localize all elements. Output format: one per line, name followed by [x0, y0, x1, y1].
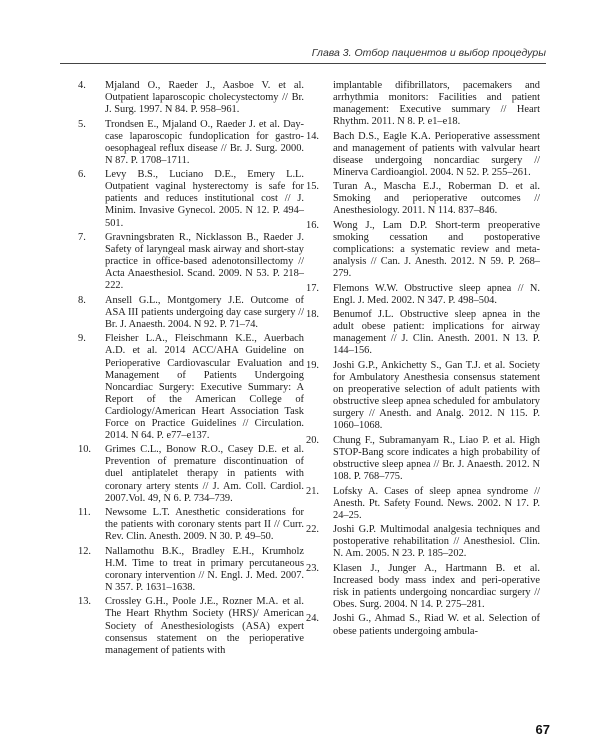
reference-text: Lofsky A. Cases of sleep apnea syndrome // Anesth. Pt. Safety Found. News. 2002. N 17. P. 24–25. — [333, 485, 540, 521]
reference-number: 7. — [78, 232, 86, 244]
reference-entry — [78, 232, 304, 292]
reference-entry — [306, 80, 540, 128]
reference-text: Joshi G.P., Ankichetty S., Gan T.J. et al. Society for Ambulatory Anesthesia consensus statement on preoperative selection of adult patients with obstructive sleep apnea scheduled for ambulatory surgery // Anesth. and Analg. 2012. N 115. P. 1060–1068. — [333, 360, 540, 432]
reference-text: Newsome L.T. Anesthetic considerations for the patients with coronary stents part II // Curr. Rev. Clin. Anesth. 2009. N 30. P. 49–50. — [105, 507, 304, 543]
reference-number: 20. — [306, 434, 319, 446]
reference-entry — [78, 546, 304, 594]
reference-text: Crossley G.H., Poole J.E., Rozner M.A. et al. The Heart Rhythm Society (HRS)/ American Society of Anesthesiologists (ASA) expert consensus statement on the perioperative management of patients with — [105, 596, 304, 656]
reference-text: Grimes C.L., Bonow R.O., Casey D.E. et al. Prevention of premature discontinuation of duel antiplatelet therapy in patients with coronary artery stents // J. Am. Coll. Cardiol. 2007.Vol. 49, N 6. P. 734–739. — [105, 444, 304, 504]
references-left-column — [78, 80, 304, 659]
reference-entry — [306, 524, 540, 560]
reference-entry — [306, 613, 540, 637]
reference-number: 14. — [306, 130, 319, 142]
reference-entry — [306, 360, 540, 432]
reference-number: 16. — [306, 220, 319, 232]
reference-entry — [306, 563, 540, 611]
reference-entry — [78, 596, 304, 656]
reference-entry — [306, 131, 540, 179]
reference-number: 17. — [306, 282, 319, 294]
reference-number: 12. — [78, 545, 91, 557]
reference-number: 10. — [78, 444, 91, 456]
reference-number: 13. — [78, 596, 91, 608]
reference-number: 15. — [306, 181, 319, 193]
reference-entry — [306, 220, 540, 280]
reference-number: 22. — [306, 524, 319, 536]
reference-number: 23. — [306, 562, 319, 574]
reference-entry — [306, 309, 540, 357]
reference-entry — [78, 333, 304, 441]
reference-text: Ansell G.L., Montgomery J.E. Outcome of ASA III patients undergoing day case surgery // Br. J. Anaesth. 2004. N 92. P. 71–74. — [105, 294, 304, 330]
reference-entry — [306, 181, 540, 217]
reference-text: Benumof J.L. Obstructive sleep apnea in the adult obese patient: implications for airway management // J. Clin. Anesth. 2001. N 13. P. 144–156. — [333, 309, 540, 357]
reference-number: 18. — [306, 309, 319, 321]
reference-text: Mjaland O., Raeder J., Aasboe V. et al. Outpatient laparoscopic cholecystectomy // Br. J. Surg. 1997. N 84. P. 958–961. — [105, 80, 304, 116]
reference-text: Levy B.S., Luciano D.E., Emery L.L. Outpatient vaginal hysterectomy is safe for patients and reduces institutional cost // J. Minim. Invasive Gynecol. 2005. N 12. P. 494–501. — [105, 169, 304, 229]
reference-number: 19. — [306, 360, 319, 372]
reference-entry — [78, 295, 304, 331]
reference-entry — [78, 444, 304, 504]
reference-number: 21. — [306, 485, 319, 497]
reference-text: Trondsen E., Mjaland O., Raeder J. et al. Day-case laparoscopic fundoplication for gastro-oesophageal reflux disease // Br. J. Surg. 2000. N 87. P. 1708–1711. — [105, 118, 304, 166]
reference-number: 8. — [78, 294, 86, 306]
reference-entry — [306, 283, 540, 307]
reference-text: implantable difibrillators, pacemakers and arrhythmia monitors: Facilities and patient management: Executive summary // Heart Rhythm. 2011. N 8. P. e1–e18. — [333, 80, 540, 128]
reference-number: 11. — [78, 507, 91, 519]
reference-number: 5. — [78, 118, 86, 130]
reference-number: 6. — [78, 169, 86, 181]
reference-text: Gravningsbraten R., Nicklasson B., Raeder J. Safety of laryngeal mask airway and short-stay practice in office-based adenotonsillectomy // Acta Anaesthesiol. Scand. 2009. N 53. P. 218–222. — [105, 232, 304, 292]
reference-text: Joshi G.P. Multimodal analgesia techniques and postoperative rehabilitation // Anesthesiol. Clin. N. Am. 2005. N 23. P. 185–202. — [333, 524, 540, 560]
reference-text: Joshi G., Ahmad S., Riad W. et al. Selection of obese patients undergoing ambula- — [333, 613, 540, 637]
reference-entry — [306, 486, 540, 522]
reference-number: 24. — [306, 613, 319, 625]
reference-entry — [78, 169, 304, 229]
reference-text: Flemons W.W. Obstructive sleep apnea // N. Engl. J. Med. 2002. N 347. P. 498–504. — [333, 282, 540, 306]
reference-text: Bach D.S., Eagle K.A. Perioperative assessment and management of patients with valvular heart disease undergoing noncardiac surgery // Minerva Cardioangiol. 2004. N 52. P. 255–261. — [333, 130, 540, 178]
reference-text: Wong J., Lam D.P. Short-term preoperative smoking cessation and postoperative complications: a systematic review and meta-analysis // Can. J. Anesth. 2012. N 59. P. 268–279. — [333, 220, 540, 280]
reference-text: Turan A., Mascha E.J., Roberman D. et al. Smoking and perioperative outcomes // Anesthesiology. 2011. N 114. 837–846. — [333, 181, 540, 217]
reference-entry — [78, 80, 304, 116]
reference-entry — [306, 435, 540, 483]
reference-text: Chung F., Subramanyam R., Liao P. et al. High STOP-Bang score indicates a high probability of obstructive sleep apnea // Br. J. Anaesth. 2012. N 108. P. 768–775. — [333, 434, 540, 482]
chapter-title: Глава 3. Отбор пациентов и выбор процедуры — [311, 47, 546, 59]
reference-number: 4. — [78, 80, 86, 91]
references-right-column — [306, 80, 540, 640]
running-header — [60, 43, 546, 64]
reference-entry — [78, 119, 304, 167]
reference-text: Nallamothu B.K., Bradley E.H., Krumholz H.M. Time to treat in primary percutaneous coronary intervention // N. Engl. J. Med. 2007. N 357. P. 1631–1638. — [105, 545, 304, 593]
reference-number: 9. — [78, 333, 86, 345]
page-number: 67 — [535, 722, 550, 737]
reference-text: Klasen J., Junger A., Hartmann B. et al. Increased body mass index and peri-operative risk in patients undergoing noncardiac surgery // Obes. Surg. 2004. N 14. P. 275–281. — [333, 562, 540, 610]
reference-entry — [78, 507, 304, 543]
reference-text: Fleisher L.A., Fleischmann K.E., Auerbach A.D. et al. 2014 ACC/AHA Guideline on Perioperative Cardiovascular Evaluation and Management of Patients Undergoing Noncardiac Surgery: Executive Summary: A Report of the American College of Cardiology/American Heart Association Task Force on Practice Guidelines // Circulation. 2014. N 64. P. e77–e137. — [105, 333, 304, 441]
